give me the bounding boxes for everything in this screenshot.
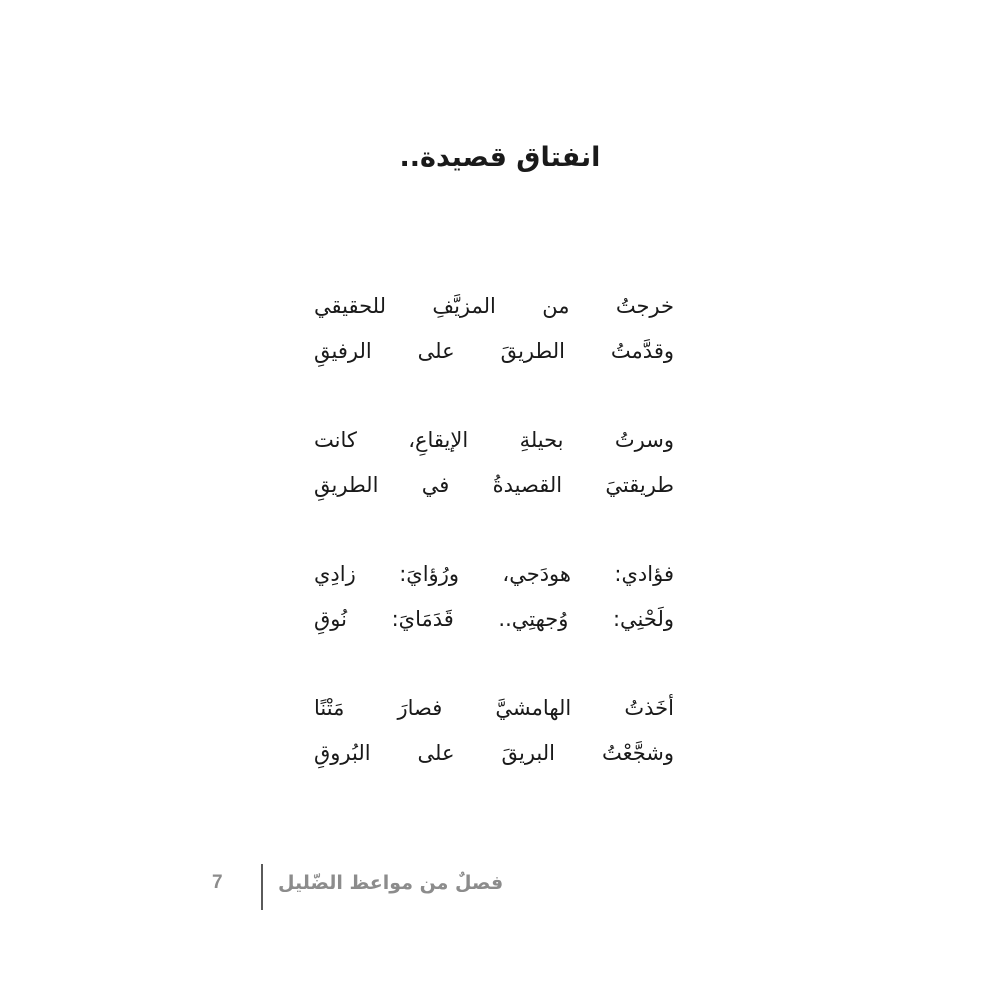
page-footer — [200, 864, 520, 910]
verse-line: أخَذتُ الهامشيَّ فصارَ مَتْنًا — [314, 696, 674, 720]
verse-line: وقدَّمتُ الطريقَ على الرفيقِ — [314, 339, 674, 363]
footer-divider — [261, 864, 263, 910]
verse-line: خرجتُ من المزيَّفِ للحقيقي — [314, 294, 674, 318]
verse-line: وسرتُ بحيلةِ الإيقاعِ، كانت — [314, 428, 674, 452]
running-book-title: فصلٌ من مواعظ الضّليل — [278, 872, 504, 894]
verse-line: وشجَّعْتُ البريقَ على البُروقِ — [314, 741, 674, 765]
stanza-4 — [314, 686, 674, 776]
stanza-2 — [314, 418, 674, 508]
verse-line: ولَحْنِي: وُجهتِي.. قَدَمَايَ: نُوقِ — [314, 607, 674, 631]
stanza-3 — [314, 552, 674, 642]
poem-body — [314, 284, 674, 820]
verse-line: طريقتيَ القصيدةُ في الطريقِ — [314, 473, 674, 497]
verse-line: فؤادي: هودَجي، ورُؤايَ: زادِي — [314, 562, 674, 586]
page-number: 7 — [212, 872, 223, 893]
stanza-1 — [314, 284, 674, 374]
poem-title: انفتاق قصيدة.. — [399, 142, 601, 173]
